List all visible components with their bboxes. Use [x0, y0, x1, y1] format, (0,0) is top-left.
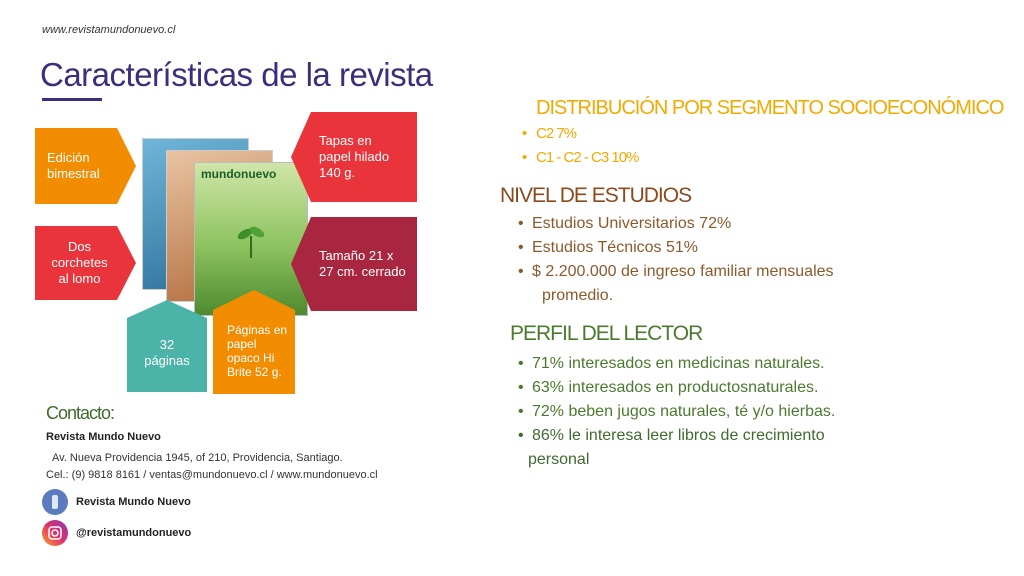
list-item: • 63% interesados en productosnaturales. [518, 379, 819, 396]
contact-heading: Contacto: [46, 403, 115, 423]
list-item: • Estudios Universitarios 72% [518, 215, 732, 232]
contact-phone: Cel.: (9) 9818 8161 / ventas@mundonuevo.cl / www.mundonuevo.cl [46, 469, 378, 481]
list-item: • 71% interesados en medicinas naturales. [518, 355, 825, 372]
tile-corchetes-text: Dos corchetes al lomo [51, 239, 108, 286]
tile-edicion [35, 128, 136, 204]
instagram-icon [42, 520, 68, 546]
instagram-label: @revistamundonuevo [76, 527, 192, 539]
tile-corchetes [35, 226, 136, 300]
tile-paginas32 [127, 300, 207, 392]
perfil-list [518, 352, 835, 472]
tile-paginas32-text: 32 páginas [144, 337, 190, 368]
sprout-icon [235, 218, 267, 258]
list-item: • 86% le interesa leer libros de crecimiento [518, 427, 825, 444]
facebook-icon [42, 489, 68, 515]
list-item: promedio. [542, 287, 614, 304]
tile-papel-text: Páginas en papel opaco Hi Brite 52 g. [227, 323, 288, 379]
contact-address: Av. Nueva Providencia 1945, of 210, Providencia, Santiago. [52, 452, 343, 464]
estudios-heading: NIVEL DE ESTUDIOS [500, 184, 692, 207]
facebook-link[interactable] [42, 489, 191, 515]
list-item: • $ 2.200.000 de ingreso familiar mensuales [518, 263, 834, 280]
list-item: • C1 - C2 - C3 10% [522, 149, 639, 166]
perfil-heading: PERFIL DEL LECTOR [510, 322, 703, 345]
instagram-link[interactable] [42, 520, 191, 546]
list-item: • C2 7% [522, 125, 577, 142]
estudios-list [518, 212, 834, 308]
facebook-label: Revista Mundo Nuevo [76, 496, 191, 508]
tile-papel [213, 290, 295, 394]
tile-tapas-text: Tapas en papel hilado 140 g. [319, 133, 390, 180]
page-title: Características de la revista [40, 56, 433, 93]
list-item: personal [528, 451, 590, 468]
list-item: • 72% beben jugos naturales, té y/o hierbas. [518, 403, 836, 420]
list-item: • Estudios Técnicos 51% [518, 239, 699, 256]
tile-tapas [291, 112, 417, 202]
tile-tamano [291, 217, 417, 311]
tile-edicion-text: Edición bimestral [47, 150, 100, 181]
tile-tamano-text: Tamaño 21 x 27 cm. cerrado [319, 248, 406, 279]
contact-name: Revista Mundo Nuevo [46, 431, 161, 443]
website-url: www.revistamundonuevo.cl [42, 24, 176, 36]
distribucion-list [522, 122, 638, 170]
magazine-logo: mundonuevo [201, 167, 277, 181]
title-underline [42, 98, 102, 101]
distribucion-heading: DISTRIBUCIÓN POR SEGMENTO SOCIOECONÓMICO [536, 97, 1004, 119]
